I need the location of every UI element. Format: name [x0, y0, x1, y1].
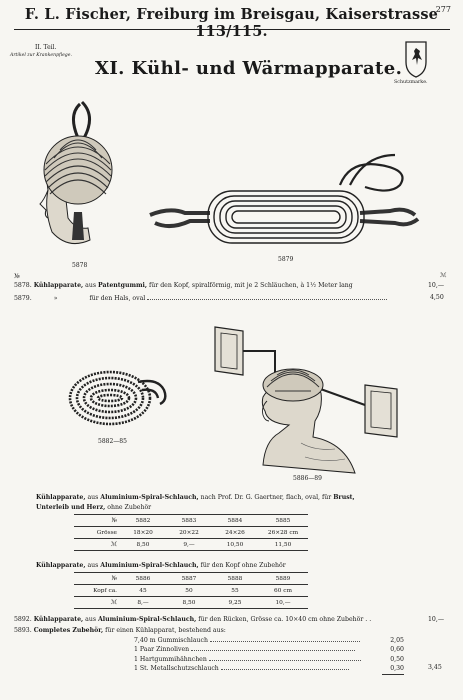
item-target: Brust,: [333, 494, 355, 501]
table-cell: 20×22: [166, 527, 212, 539]
item-name: Completes Zubehör,: [33, 627, 104, 634]
table-row-label: Grösse: [74, 527, 120, 539]
item-5878-price: 10,—: [428, 282, 445, 289]
table-cell: 5885: [258, 515, 308, 527]
trademark-caption: Schutzmarke.: [394, 80, 428, 85]
figure-label-5879: 5879: [278, 256, 294, 263]
item-5892-row: [14, 616, 371, 623]
accessory-prices: [382, 636, 404, 675]
table-cell: 5889: [258, 573, 308, 585]
table-row-label: ℳ: [74, 539, 120, 551]
column-number-heading: №: [14, 273, 20, 280]
item-number: 5878.: [14, 282, 32, 289]
accessory-row-0: [134, 636, 361, 645]
subtitle-label: Artikel zur Krankenpflege.: [10, 53, 72, 58]
dot-leader: [191, 645, 355, 651]
accessory-total: 3,45: [428, 664, 442, 671]
table-cell: 10,—: [258, 597, 308, 609]
accessory-row-2: [134, 655, 361, 664]
accessory-price: 2,05: [390, 637, 404, 644]
item-5879-price: 4,50: [430, 294, 444, 301]
block1-spec-table: [74, 514, 308, 551]
table-cell: 5883: [166, 515, 212, 527]
accessory-label: 1 St. Metallschutzschlauch: [134, 665, 219, 673]
flat-spiral-coil-illustration: [68, 360, 178, 430]
head-aluminium-cap-illustration: [205, 325, 405, 475]
item-text: aus: [87, 494, 99, 501]
table-cell: 8,—: [120, 597, 166, 609]
table-cell: 60 cm: [258, 585, 308, 597]
item-description: ohne Zubehör: [107, 504, 152, 511]
table-cell: 8,50: [120, 539, 166, 551]
item-description: für den Kopf ohne Zubehör: [200, 562, 286, 569]
item-text: aus: [87, 562, 99, 569]
table-cell: 24×26: [212, 527, 258, 539]
block1-heading: [36, 494, 355, 501]
item-number: 5893.: [14, 627, 32, 634]
item-description: für den Hals, oval: [89, 295, 146, 302]
figure-label-5882-85: 5882—85: [98, 438, 127, 445]
table-cell: 5882: [120, 515, 166, 527]
section-title: XI. Kühl- und Wärmapparate.: [95, 58, 403, 79]
head-cooling-cap-illustration: [38, 100, 118, 260]
item-description: für den Kopf, spiralförmig, mit je 2 Schläuchen, à 1½ Meter lang: [149, 282, 353, 289]
accessory-label: 1 Hartgummihähnchen: [134, 655, 207, 663]
item-name: Kühlapparate,: [33, 282, 84, 289]
item-text: aus: [85, 616, 96, 623]
accessory-price: 0,30: [382, 664, 404, 674]
item-name: Kühlapparate,: [33, 616, 84, 623]
accessory-list: [134, 636, 361, 674]
figure-label-5886-89: 5886—89: [293, 475, 322, 482]
dot-leader: [209, 655, 361, 661]
dot-leader: [221, 664, 349, 670]
table-cell: 5886: [120, 573, 166, 585]
trademark-emblem-icon: [404, 40, 428, 78]
table-cell: 11,50: [258, 539, 308, 551]
dot-leader: [147, 294, 387, 300]
page-number: 277: [435, 5, 451, 14]
block2-spec-table: [74, 572, 308, 609]
item-number: 5892.: [14, 616, 32, 623]
table-cell: 5888: [212, 573, 258, 585]
table-cell: 26×28 cm: [258, 527, 308, 539]
accessory-label: 7,40 m Gummischlauch: [134, 637, 208, 644]
item-number: 5879.: [14, 295, 32, 302]
item-description: für einen Kühlapparat, bestehend aus:: [105, 627, 226, 634]
item-name: Kühlapparate,: [36, 562, 86, 569]
table-row-label: ℳ: [74, 597, 120, 609]
item-name: Kühlapparate,: [36, 494, 86, 501]
accessory-price: 0,60: [390, 646, 404, 654]
item-material: Aluminium-Spiral-Schlauch,: [100, 562, 199, 569]
column-price-heading: ℳ: [440, 272, 447, 279]
table-row-label: Kopf ca.: [74, 585, 120, 597]
table-cell: 10,50: [212, 539, 258, 551]
table-cell: 9,—: [166, 539, 212, 551]
item-material: Patentgummi,: [97, 282, 148, 289]
ditto-mark: »: [53, 295, 58, 302]
letterhead-title: F. L. Fischer, Freiburg im Breisgau, Kaiserstrasse 113/115.: [24, 6, 439, 40]
item-description: für den Rücken, Grösse ca. 10×40 cm ohne Zubehör . .: [198, 616, 372, 623]
item-5893-row: [14, 627, 226, 634]
table-row-label: №: [74, 573, 120, 585]
header-rule: [14, 29, 450, 30]
item-description: nach Prof. Dr. G. Gaertner, flach, oval, für: [200, 494, 332, 501]
table-cell: 5884: [212, 515, 258, 527]
table-cell: 9,25: [212, 597, 258, 609]
accessory-label: 1 Paar Zinnoliven: [134, 646, 190, 654]
table-cell: 50: [166, 585, 212, 597]
table-cell: 8,50: [166, 597, 212, 609]
item-material: Aluminium-Spiral-Schlauch,: [100, 494, 199, 501]
dot-leader: [210, 636, 360, 642]
item-5892-price: 10,—: [428, 616, 445, 623]
table-cell: 18×20: [120, 527, 166, 539]
item-5878-row: [14, 282, 353, 289]
figure-label-5878: 5878: [72, 262, 88, 269]
part-label: II. Teil.: [35, 44, 57, 51]
block2-heading: [36, 562, 286, 569]
accessory-row-3: [134, 664, 361, 673]
item-material: Aluminium-Spiral-Schlauch,: [97, 616, 197, 623]
table-cell: 45: [120, 585, 166, 597]
accessory-price: 0,50: [390, 655, 404, 663]
item-text: aus: [85, 282, 96, 289]
accessory-row-1: [134, 645, 361, 654]
table-row-label: №: [74, 515, 120, 527]
block1-heading-line2: [36, 504, 151, 511]
table-cell: 55: [212, 585, 258, 597]
item-target: Unterleib und Herz,: [36, 504, 106, 511]
item-5879-row: [14, 294, 387, 302]
table-cell: 5887: [166, 573, 212, 585]
neck-cooling-coil-illustration: [150, 155, 420, 255]
